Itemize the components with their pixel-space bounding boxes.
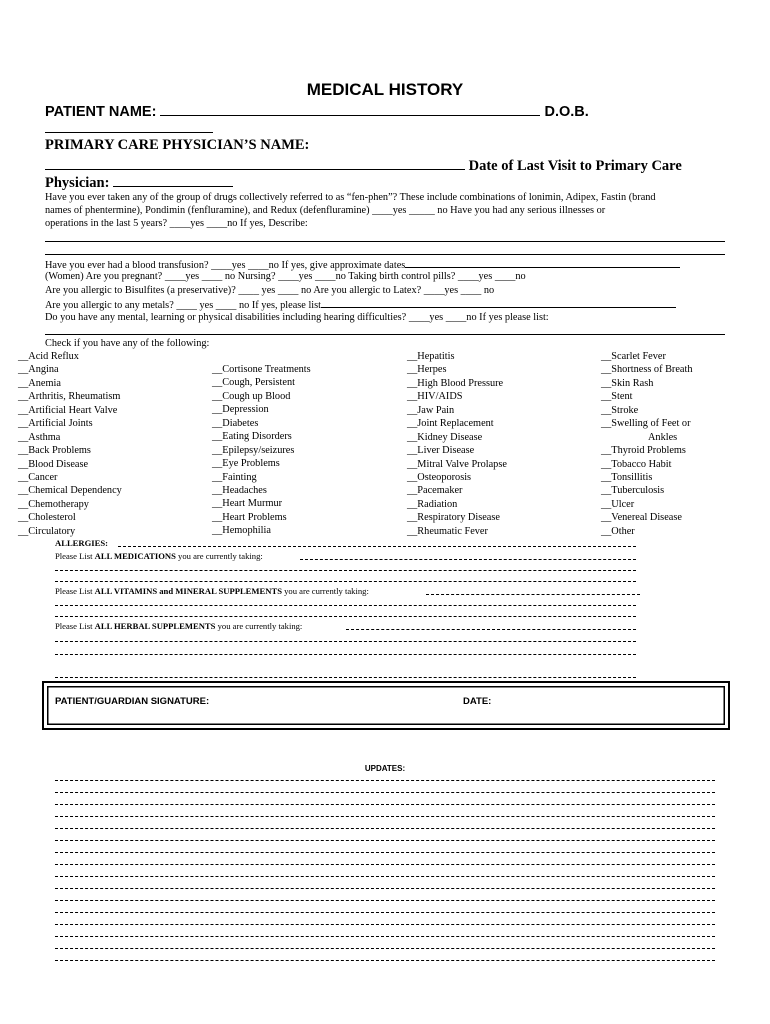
- patient-name-row: [45, 101, 589, 120]
- update-line[interactable]: [55, 828, 715, 829]
- herbal-field[interactable]: [346, 629, 636, 630]
- condition-checkbox-item[interactable]: __HIV/AIDS: [407, 391, 463, 403]
- illness-describe-line-2[interactable]: [45, 254, 725, 255]
- update-line[interactable]: [55, 852, 715, 853]
- condition-checkbox-item[interactable]: __Kidney Disease: [407, 431, 483, 443]
- condition-checkbox-item[interactable]: __Thyroid Problems: [601, 445, 686, 457]
- pcp-name-field[interactable]: [45, 155, 465, 170]
- update-line[interactable]: [55, 900, 715, 901]
- question-transfusion-text: Have you ever had a blood transfusion? ____yes ____no If yes, give approximate dates: [45, 260, 406, 271]
- condition-checkbox-item[interactable]: __Circulatory: [18, 525, 76, 537]
- condition-checkbox-item[interactable]: __Jaw Pain: [407, 404, 455, 416]
- condition-checkbox-item[interactable]: __Cancer: [18, 471, 58, 483]
- update-line[interactable]: [55, 864, 715, 865]
- condition-checkbox-item[interactable]: __Liver Disease: [407, 445, 475, 457]
- condition-checkbox-item[interactable]: __Depression: [212, 404, 269, 416]
- last-visit-date-field[interactable]: [113, 172, 233, 187]
- medications-label: [55, 551, 263, 561]
- update-line[interactable]: [55, 888, 715, 889]
- herbal-bold: ALL HERBAL SUPPLEMENTS: [94, 621, 216, 631]
- condition-checkbox-item[interactable]: __Back Problems: [18, 445, 91, 457]
- condition-checkbox-item[interactable]: __Stroke: [601, 404, 639, 416]
- update-line[interactable]: [55, 792, 715, 793]
- vitamins-line-3[interactable]: [55, 616, 636, 617]
- condition-checkbox-item[interactable]: __Artificial Heart Valve: [18, 404, 118, 416]
- physician-row: [45, 172, 233, 192]
- update-line[interactable]: [55, 876, 715, 877]
- metals-list-field[interactable]: [321, 297, 676, 308]
- condition-checkbox-item[interactable]: __Blood Disease: [18, 458, 89, 470]
- condition-checkbox-item[interactable]: __Angina: [18, 364, 59, 376]
- pcp-label: PRIMARY CARE PHYSICIAN’S NAME:: [45, 137, 310, 153]
- condition-checkbox-item[interactable]: __Epilepsy/seizures: [212, 444, 295, 456]
- condition-checkbox-item[interactable]: __Headaches: [212, 484, 267, 496]
- conditions-column-4: [601, 350, 693, 538]
- herbal-line-3[interactable]: [55, 654, 636, 655]
- medications-pre: Please List: [55, 551, 95, 561]
- vitamins-post: you are currently taking:: [281, 586, 369, 596]
- condition-checkbox-item[interactable]: __Rheumatic Fever: [407, 525, 488, 537]
- condition-checkbox-item[interactable]: __Hemophilia: [212, 525, 271, 537]
- dob-field-line[interactable]: [45, 132, 213, 133]
- allergies-field[interactable]: [118, 546, 636, 547]
- condition-checkbox-item[interactable]: __Mitral Valve Prolapse: [407, 458, 507, 470]
- patient-name-field[interactable]: [160, 101, 540, 116]
- condition-checkbox-item[interactable]: __Cortisone Treatments: [212, 364, 311, 375]
- condition-checkbox-item[interactable]: __Respiratory Disease: [407, 512, 500, 524]
- vitamins-bold: ALL VITAMINS and MINERAL SUPPLEMENTS: [94, 586, 282, 596]
- question-metals-text: Are you allergic to any metals? ____ yes ____ no If yes, please list: [45, 300, 322, 311]
- question-illness: operations in the last 5 years? ____yes ____no If yes, Describe:: [45, 218, 308, 229]
- question-pregnant: (Women) Are you pregnant? ____yes ____ no Nursing? ____yes ____no Taking birth control pills? ____yes ____no: [45, 271, 526, 282]
- question-bisulfites-latex: Are you allergic to Bisulfites (a preservative)? ____ yes ____ no Are you allergic to Latex? ____yes ____ no: [45, 285, 495, 296]
- condition-checkbox-item[interactable]: __Scarlet Fever: [601, 351, 666, 362]
- condition-checkbox-item[interactable]: __Herpes: [407, 364, 447, 376]
- medications-line-2[interactable]: [55, 570, 636, 571]
- update-line[interactable]: [55, 936, 715, 937]
- question-fenphen-line1: Have you ever taken any of the group of drugs collectively referred to as “fen-phen”? These include combinations of lonimin, Adipex, Fastin (brand: [45, 192, 656, 203]
- condition-checkbox-item[interactable]: __Cough up Blood: [212, 390, 291, 402]
- update-line[interactable]: [55, 960, 715, 961]
- medications-bold: ALL MEDICATIONS: [94, 551, 176, 561]
- condition-checkbox-item[interactable]: __Heart Problems: [212, 511, 287, 523]
- condition-checkbox-item[interactable]: __High Blood Pressure: [407, 377, 504, 389]
- condition-checkbox-item[interactable]: __Radiation: [407, 498, 458, 510]
- condition-checkbox-item[interactable]: __Stent: [601, 391, 633, 403]
- conditions-column-1: [18, 350, 122, 538]
- condition-checkbox-item[interactable]: __Swelling of Feet or: [601, 418, 691, 430]
- signature-field[interactable]: [222, 685, 452, 723]
- conditions-column-2: [212, 363, 311, 538]
- condition-checkbox-item[interactable]: __Fainting: [212, 471, 257, 483]
- signature-label: PATIENT/GUARDIAN SIGNATURE:: [55, 696, 210, 707]
- allergies-label: ALLERGIES:: [55, 538, 109, 548]
- herbal-label: [55, 621, 302, 631]
- condition-checkbox-item[interactable]: __Eating Disorders: [212, 431, 292, 443]
- condition-checkbox-item[interactable]: __Cholesterol: [18, 512, 76, 524]
- condition-checkbox-item[interactable]: __Heart Murmur: [212, 498, 283, 510]
- vitamins-line-2[interactable]: [55, 605, 636, 606]
- last-visit-label: Date of Last Visit to Primary Care: [468, 158, 682, 174]
- condition-checkbox-item[interactable]: __Chemotherapy: [18, 498, 89, 510]
- condition-checkbox-item[interactable]: __Pacemaker: [407, 485, 463, 497]
- condition-checkbox-item[interactable]: __Joint Replacement: [407, 418, 494, 430]
- condition-checkbox-item[interactable]: __Artificial Joints: [18, 418, 93, 430]
- transfusion-dates-field[interactable]: [405, 257, 680, 268]
- condition-checkbox-item[interactable]: __Tuberculosis: [601, 485, 665, 497]
- condition-checkbox-item[interactable]: __Anemia: [18, 377, 61, 389]
- update-line[interactable]: [55, 780, 715, 781]
- medications-post: you are currently taking:: [175, 551, 263, 561]
- illness-describe-line-1[interactable]: [45, 241, 725, 242]
- condition-checkbox-item[interactable]: __Shortness of Breath: [601, 364, 693, 376]
- vitamins-pre: Please List: [55, 586, 95, 596]
- medications-field[interactable]: [300, 559, 636, 560]
- update-line[interactable]: [55, 924, 715, 925]
- condition-checkbox-item[interactable]: __Eye Problems: [212, 458, 280, 470]
- question-disabilities: Do you have any mental, learning or physical disabilities including hearing difficulties? ____yes ____no If yes please list:: [45, 312, 549, 323]
- dob-label: D.O.B.: [544, 104, 589, 120]
- form-title: MEDICAL HISTORY: [306, 80, 464, 99]
- condition-checkbox-item[interactable]: __Osteoporosis: [407, 471, 472, 483]
- vitamins-label: [55, 586, 369, 596]
- condition-checkbox-item[interactable]: __Skin Rash: [601, 377, 654, 389]
- update-line[interactable]: [55, 816, 715, 817]
- question-fenphen-line2: names of phentermine), Pondimin (fenfluramine), and Redux (defenfluramine) ____yes _____ no Have you had any serious illnesses or: [45, 205, 606, 216]
- condition-checkbox-item[interactable]: __Tonsillitis: [601, 471, 653, 483]
- condition-checkbox-item[interactable]: __Other: [601, 525, 635, 537]
- update-line[interactable]: [55, 840, 715, 841]
- condition-checkbox-item[interactable]: __Tobacco Habit: [601, 458, 672, 470]
- medications-line-3[interactable]: [55, 581, 636, 582]
- herbal-pre: Please List: [55, 621, 95, 631]
- conditions-column-3: [407, 350, 507, 538]
- update-line[interactable]: [55, 912, 715, 913]
- condition-checkbox-item[interactable]: __Hepatitis: [407, 351, 455, 362]
- condition-checkbox-item[interactable]: __Arthritis, Rheumatism: [18, 391, 121, 403]
- date-field[interactable]: [500, 685, 710, 723]
- date-label: DATE:: [463, 696, 492, 707]
- condition-checkbox-item[interactable]: __Diabetes: [212, 417, 259, 429]
- condition-checkbox-item: Ankles: [648, 431, 678, 443]
- update-line[interactable]: [55, 948, 715, 949]
- herbal-line-4[interactable]: [55, 677, 636, 678]
- condition-checkbox-item[interactable]: __Cough, Persistent: [212, 377, 295, 389]
- herbal-post: you are currently taking:: [215, 621, 303, 631]
- disabilities-list-line[interactable]: [45, 334, 725, 335]
- condition-checkbox-item[interactable]: __Acid Reflux: [18, 351, 79, 362]
- check-intro: Check if you have any of the following:: [45, 338, 210, 349]
- condition-checkbox-item[interactable]: __Venereal Disease: [601, 512, 682, 524]
- patient-name-label: PATIENT NAME:: [45, 104, 157, 120]
- condition-checkbox-item[interactable]: __Asthma: [18, 431, 61, 443]
- condition-checkbox-item[interactable]: __Ulcer: [601, 498, 635, 510]
- vitamins-field[interactable]: [426, 594, 640, 595]
- physician-label: Physician:: [45, 175, 110, 191]
- herbal-line-2[interactable]: [55, 641, 636, 642]
- condition-checkbox-item[interactable]: __Chemical Dependency: [18, 485, 122, 497]
- updates-label: UPDATES:: [364, 764, 406, 773]
- update-line[interactable]: [55, 804, 715, 805]
